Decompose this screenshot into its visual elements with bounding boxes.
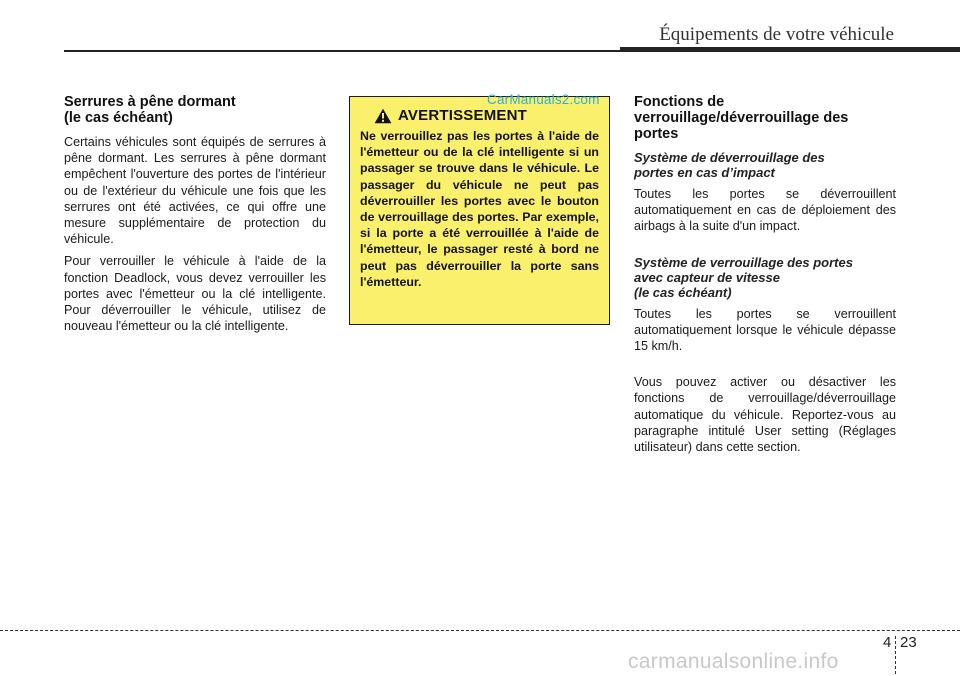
user-setting-paragraph: Vous pouvez activer ou désactiver les fonctions de verrouillage/déverrouillage automatique du véhicule. Reportez-vous au paragraphe intitulé User setting (Réglages utilisateur) dans cette section.: [634, 375, 896, 455]
impact-unlock-subheading-line1: Système de déverrouillage des: [634, 150, 825, 165]
warning-title: AVERTISSEMENT: [398, 107, 528, 124]
speed-lock-subheading: [634, 255, 896, 300]
spacer: [634, 360, 896, 374]
lock-functions-heading-line3: portes: [634, 126, 679, 142]
watermark-carmanualsonline: carmanualsonline.info: [628, 650, 839, 673]
deadlock-heading: [64, 94, 326, 126]
speed-lock-subheading-line3: (le cas échéant): [634, 284, 732, 300]
warning-text: Ne verrouillez pas les portes à l'aide de l'émetteur ou de la clé intelligente si un passager se trouve dans le véhicule. Le passager du véhicule ne peut pas déverrouiller les portes avec le bouton de verrouillage des portes. Par exemple, si la porte a été verrouillée à l'aide de l'émetteur, le passager resté à bord ne peut pas déverrouiller la porte sans l'émetteur.: [360, 129, 599, 289]
speed-lock-paragraph: Toutes les portes se verrouillent automatiquement lorsque le véhicule dépasse 15 km/h.: [634, 306, 896, 354]
warning-header: [360, 107, 599, 124]
deadlock-paragraph-2: Pour verrouiller le véhicule à l'aide de la fonction Deadlock, vous devez verrouiller les portes avec l'émetteur ou la clé intelligente. Pour déverrouiller le véhicule, utilisez de nouveau l'émetteur ou la clé intelligente.: [64, 254, 326, 334]
lock-functions-heading-line2: verrouillage/déverrouillage des: [634, 110, 849, 126]
spacer: [634, 241, 896, 255]
deadlock-heading-line1: Serrures à pêne dormant: [64, 94, 236, 110]
impact-unlock-subheading-line2: portes en cas d’impact: [634, 165, 775, 180]
chapter-title: Équipements de votre véhicule: [659, 24, 894, 45]
page-number: 23: [900, 634, 917, 651]
deadlock-paragraph-1: Certains véhicules sont équipés de serrures à pêne dormant. Les serrures à pêne dormant empêchent l'ouverture des portes de l'intérieur ou de l'extérieur du véhicule une fois que les serrures ont été activées, ce qui offre une mesure supplémentaire de protection du véhicule.: [64, 135, 326, 247]
speed-lock-subheading-line1: Système de verrouillage des portes: [634, 254, 853, 270]
impact-unlock-subheading: [634, 150, 896, 180]
watermark-carmanuals2: CarManuals2.com: [487, 92, 600, 107]
left-column: [64, 94, 326, 340]
footer-dashed-rule: [0, 630, 960, 631]
right-column: [634, 94, 896, 461]
header-tab-bar: [620, 47, 960, 52]
lock-functions-heading: [634, 94, 896, 142]
lock-functions-heading-line1: Fonctions de: [634, 94, 725, 110]
warning-box: [349, 96, 610, 325]
chapter-number: 4: [883, 634, 892, 651]
speed-lock-subheading-line2: avec capteur de vitesse: [634, 269, 780, 285]
warning-triangle-icon: [374, 108, 392, 124]
impact-unlock-paragraph: Toutes les portes se déverrouillent automatiquement en cas de déploiement des airbags à la suite d'un impact.: [634, 187, 896, 234]
page-number-separator: [895, 636, 896, 674]
deadlock-heading-line2: (le cas échéant): [64, 110, 173, 126]
